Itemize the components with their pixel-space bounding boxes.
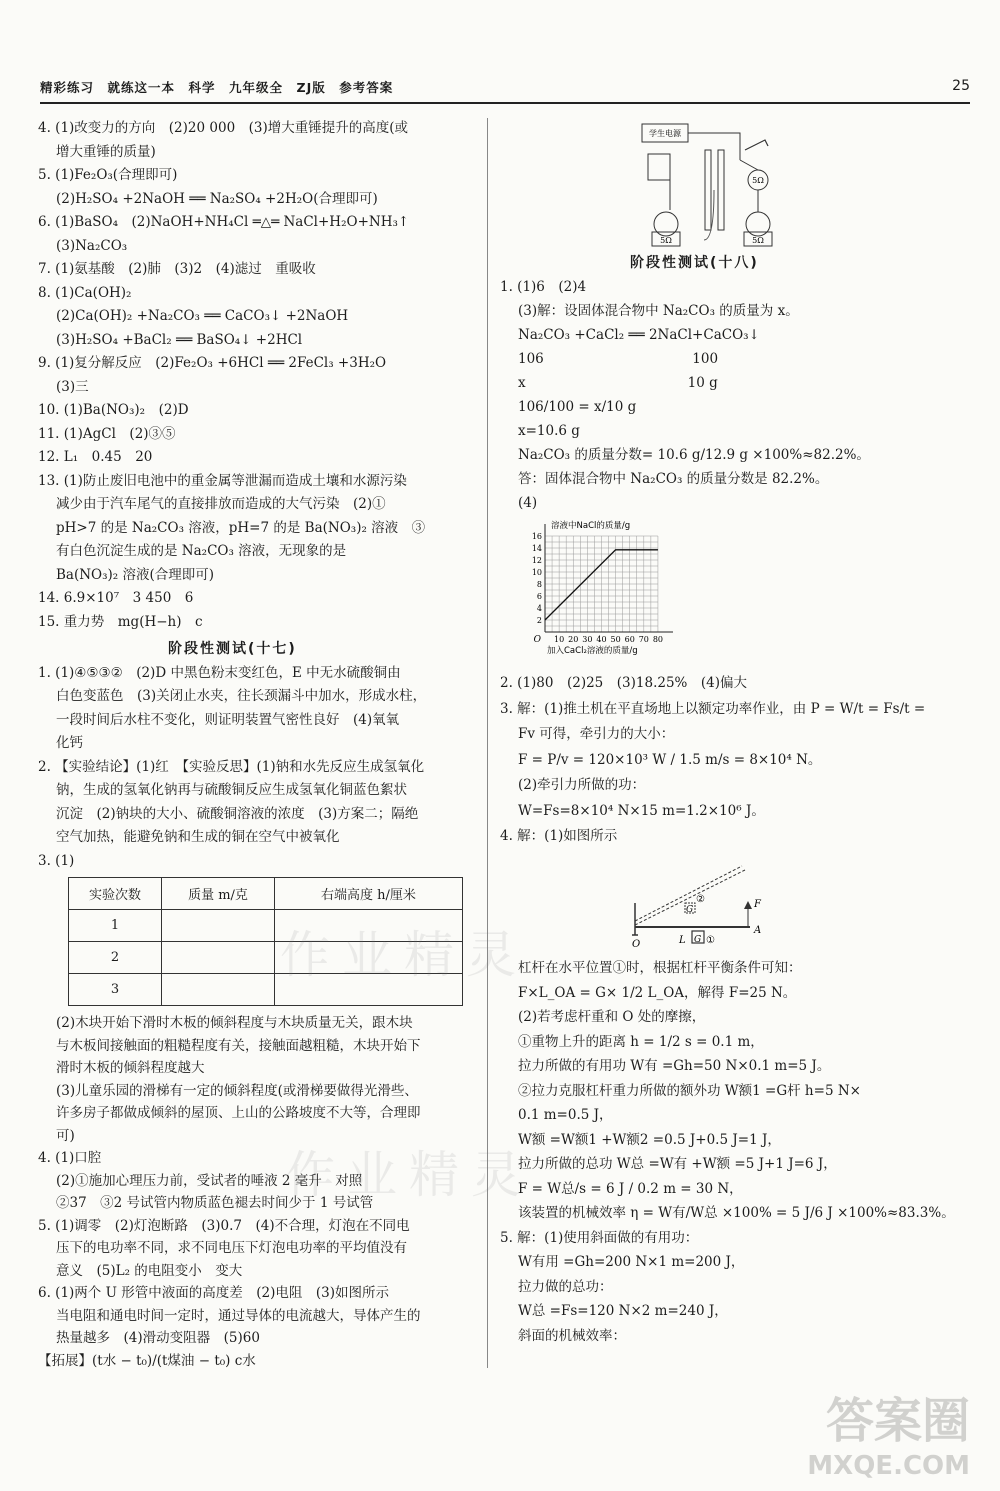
book-title: 精彩练习 就练这一本 科学 九年级全 ZJ版 参考答案 (40, 80, 394, 95)
text-line: 拉力所做的总功 W总 =W有 +W额 =5 J+1 J=6 J， (518, 1156, 837, 1172)
text-line: 2. 【实验结论】(1)红 【实验反思】(1)钠和水先反应生成氢氧化 (38, 758, 425, 775)
text-line: (2)H₂SO₄ +2NaOH ══ Na₂SO₄ +2H₂O(合理即可) (56, 190, 378, 207)
text-line: 增大重锤的质量) (56, 143, 156, 160)
text-line: 杠杆在水平位置①时，根据杠杆平衡条件可知： (518, 960, 802, 976)
text-line: 有白色沉淀生成的是 Na₂CO₃ 溶液，无现象的是 (56, 543, 347, 559)
text-line: 10. (1)Ba(NO₃)₂ (2)D (38, 402, 189, 418)
text-line: W=Fs=8×10⁴ N×15 m=1.2×10⁶ J。 (518, 802, 765, 819)
text-line: F = W总/s = 6 J / 0.2 m = 30 N， (518, 1180, 743, 1197)
x-tick-label: 70 (638, 635, 649, 644)
text-line: x=10.6 g (518, 423, 580, 439)
y-tick-label: 4 (536, 604, 542, 613)
text-line: Na₂CO₃ 的质量分数= 10.6 g/12.9 g ×100%≈82.2%。 (518, 447, 870, 463)
text-line: (4) (518, 495, 538, 511)
lever-label: F (754, 899, 761, 910)
y-tick-label: 6 (536, 592, 542, 601)
text-line: 拉力所做的有用功 W有 =Gh=50 N×0.1 m=5 J。 (518, 1058, 831, 1074)
text-line: 11. (1)AgCl (2)③⑤ (38, 425, 176, 442)
text-line: 许多房子都做成倾斜的屋顶、上山的公路坡度不大等，合理即 (56, 1105, 421, 1121)
text-line: (2)Ca(OH)₂ +Na₂CO₃ ══ CaCO₃↓ +2NaOH (56, 308, 349, 324)
watermark: 作业精灵 (285, 1146, 533, 1204)
table-header: 右端高度 h/厘米 (275, 878, 463, 910)
lever-label: ① (706, 935, 715, 946)
text-line: 沉淀 (2)钠块的大小、硫酸铜溶液的浓度 (3)方案二；隔绝 (56, 805, 419, 822)
resistor-label: 5Ω (752, 176, 764, 185)
text-line: 可) (56, 1127, 75, 1144)
text-line: 一段时间后水柱不变化，则证明装置气密性良好 (4)氧氧 (56, 711, 400, 728)
lever-label: L (679, 935, 686, 946)
y-axis-label: 溶液中NaCl的质量/g (551, 521, 631, 531)
section-heading: 阶段性测试(十七) (168, 641, 297, 657)
resistor-label: 5Ω (752, 236, 764, 245)
text-line: (2)木块开始下滑时木板的倾斜程度与木块质量无关，跟木块 (56, 1015, 413, 1031)
x-tick-label: 10 (554, 635, 565, 644)
y-tick-label: 16 (531, 532, 542, 541)
text-line: 化钙 (56, 735, 83, 751)
lever-bar-tilted (635, 870, 745, 925)
text-line: 6. (1)BaSO₄ (2)NaOH+NH₄Cl ═△═ NaCl+H₂O+NH₃↑ (38, 214, 410, 230)
x-axis-label: 加入CaCl₂溶液的质量/g (547, 646, 638, 655)
y-tick-label: 8 (536, 580, 542, 589)
y-tick-label: 10 (531, 568, 542, 577)
text-line: 7. (1)氨基酸 (2)肺 (3)2 (4)滤过 重吸收 (38, 261, 316, 277)
text-line: 当电阻和通电时间一定时，通过导体的电流越大，导体产生的 (56, 1307, 421, 1324)
table-header-row (69, 878, 463, 910)
text-line: 热量越多 (4)滑动变阻器 (5)60 (56, 1330, 260, 1346)
text-line: 4. (1)口腔 (38, 1150, 102, 1166)
text-line: 空气加热，能避免钠和生成的铜在空气中被氧化 (56, 829, 340, 845)
text-line: 1. (1)6 (2)4 (500, 279, 587, 295)
text-line: 滑时木板的倾斜程度越大 (56, 1060, 205, 1076)
table-header: 质量 m/克 (162, 878, 275, 910)
page-header (40, 78, 970, 102)
text-line: 减少由于汽车尾气的直接排放而造成的大气污染 (2)① (56, 496, 386, 512)
table-cell: 1 (69, 910, 162, 942)
table-cell (162, 974, 275, 1006)
text-line: ①重物上升的距离 h = 1/2 s = 0.1 m， (518, 1033, 764, 1050)
section-heading: 阶段性测试(十八) (630, 255, 759, 271)
text-line: Fv 可得，牵引力的大小： (518, 726, 675, 742)
text-line: (2)若考虑杆重和 O 处的摩擦， (518, 1009, 706, 1025)
text-line: 压下的电功率不同，求不同电压下灯泡电功率的平均值没有 (56, 1240, 407, 1256)
text-line: W总 =Fs=120 N×2 m=240 J， (518, 1303, 728, 1319)
text-line: (3)H₂SO₄ +BaCl₂ ══ BaSO₄↓ +2HCl (56, 331, 303, 348)
x-tick-label: 60 (624, 635, 635, 644)
text-line: 5. 解：(1)使用斜面做的有用功： (500, 1229, 699, 1246)
text-line: 答：固体混合物中 Na₂CO₃ 的质量分数是 82.2%。 (518, 471, 829, 487)
text-line: 与木板间接触面的粗糙程度有关，接触面越粗糙，木块开始下 (56, 1037, 421, 1054)
x-tick-label: 30 (582, 635, 593, 644)
switch-icon (745, 140, 768, 150)
table-header: 实验次数 (69, 878, 162, 910)
lever-label: G (694, 935, 702, 945)
lever-diagram (630, 865, 780, 950)
text-line: 8. (1)Ca(OH)₂ (38, 284, 132, 301)
x-tick-label: 80 (652, 635, 664, 644)
text-line: 0.1 m=0.5 J， (518, 1107, 613, 1123)
text-line: 13. (1)防止废旧电池中的重金属等泄漏而造成土壤和水源污染 (38, 472, 407, 489)
site-watermark-url: MXQE.COM (807, 1451, 970, 1481)
circuit-diagram (640, 120, 800, 250)
lever-label: A (754, 925, 762, 936)
page-number: 25 (952, 78, 970, 94)
x-tick-label: 40 (596, 635, 607, 644)
table-cell: 3 (69, 974, 162, 1006)
text-line: (2)①施加心理压力前，受试者的唾液 2 毫升 对照 (56, 1172, 363, 1189)
text-line: 12. L₁ 0.45 20 (38, 449, 153, 465)
x-tick-label: 50 (610, 635, 621, 644)
text-line: (3)Na₂CO₃ (56, 237, 128, 254)
text-line: 意义 (5)L₂ 的电阻变小 变大 (56, 1262, 243, 1279)
text-line: (2)牵引力所做的功： (518, 777, 646, 793)
resistor-label: 5Ω (660, 236, 672, 245)
text-line: 【拓展】(t水 − t₀)/(t煤油 − t₀) c水 (38, 1352, 256, 1369)
lever-label: O (632, 939, 641, 950)
text-line: (3)解：设固体混合物中 Na₂CO₃ 的质量为 x。 (518, 303, 799, 319)
text-line: 14. 6.9×10⁷ 3 450 6 (38, 590, 194, 606)
text-line: 斜面的机械效率： (518, 1327, 626, 1344)
y-tick-label: 2 (536, 616, 542, 625)
meter-icon (648, 154, 670, 180)
y-tick-label: 12 (531, 556, 542, 565)
text-line: 1. (1)④⑤③② (2)D 中黑色粉末变红色，E 中无水硫酸铜由 (38, 664, 401, 681)
header-rule (40, 102, 970, 104)
y-tick-label: 14 (531, 544, 542, 553)
text-line: ②拉力克服杠杆重力所做的额外功 W额1 =G杆 h=5 N× (518, 1082, 861, 1099)
lever-label: ② (696, 894, 705, 905)
table-cell (162, 910, 275, 942)
text-line: ②37 ③2 号试管内物质蓝色褪去时间少于 1 号试管 (56, 1195, 374, 1211)
text-line: 106 100 (518, 351, 719, 367)
text-line: 6. (1)两个 U 形管中液面的高度差 (2)电阻 (3)如图所示 (38, 1285, 389, 1301)
text-line: F×L_OA = G× 1/2 L_OA，解得 F=25 N。 (518, 984, 797, 1001)
lever-label: G (686, 905, 694, 915)
text-line: 钠，生成的氢氧化钠再与硫酸铜反应生成氢氧化铜蓝色絮状 (56, 782, 407, 798)
text-line: 4. 解：(1)如图所示 (500, 828, 618, 844)
text-line: x 10 g (518, 375, 718, 391)
text-line: Ba(NO₃)₂ 溶液(合理即可) (56, 566, 215, 583)
text-line: W有用 =Gh=200 N×1 m=200 J， (518, 1254, 745, 1270)
site-watermark (807, 1382, 970, 1481)
text-line: 4. (1)改变力的方向 (2)20 000 (3)增大重锤提升的高度(或 (38, 120, 409, 136)
watermark: 作业精灵 (280, 926, 528, 984)
x-tick-label: 20 (568, 635, 579, 644)
power-supply-label: 学生电源 (649, 129, 681, 138)
text-line: 2. (1)80 (2)25 (3)18.25% (4)偏大 (500, 675, 747, 691)
table-cell (162, 942, 275, 974)
text-line: 拉力做的总功： (518, 1278, 613, 1295)
text-line: F = P/v = 120×10³ W / 1.5 m/s = 8×10⁴ N。 (518, 751, 822, 768)
text-line: 3. 解：(1)推土机在平直场地上以额定功率作业，由 P = W/t = Fs/t = (500, 700, 926, 717)
table-cell: 2 (69, 942, 162, 974)
text-line: 白色变蓝色 (3)关闭止水夹，往长颈漏斗中加水，形成水柱， (56, 688, 427, 704)
origin-label: O (533, 635, 541, 645)
text-line: 3. (1) (38, 852, 75, 869)
text-line: Na₂CO₃ +CaCl₂ ══ 2NaCl+CaCO₃↓ (518, 327, 760, 343)
text-line: 9. (1)复分解反应 (2)Fe₂O₃ +6HCl ══ 2FeCl₃ +3H₂O (38, 355, 387, 371)
nacl-mass-chart (515, 520, 690, 655)
text-line: 5. (1)Fe₂O₃(合理即可) (38, 167, 178, 183)
text-line: 15. 重力势 mg(H−h) c (38, 613, 203, 630)
text-line: (3)三 (56, 378, 89, 395)
site-watermark-name: 答案圈 (825, 1393, 970, 1449)
text-line: 5. (1)调零 (2)灯泡断路 (3)0.7 (4)不合理，灯泡在不同电 (38, 1217, 410, 1234)
text-line: 该装置的机械效率 η = W有/W总 ×100% = 5 J/6 J ×100%≈83.3%。 (518, 1205, 955, 1221)
text-line: pH>7 的是 Na₂CO₃ 溶液，pH=7 的是 Ba(NO₃)₂ 溶液 ③ (56, 519, 426, 536)
text-line: (3)儿童乐园的滑梯有一定的倾斜程度(或滑梯要做得光滑些、 (56, 1082, 418, 1099)
text-line: 106/100 = x/10 g (518, 399, 637, 415)
text-line: W额 =W额1 +W额2 =0.5 J+0.5 J=1 J， (518, 1131, 781, 1148)
